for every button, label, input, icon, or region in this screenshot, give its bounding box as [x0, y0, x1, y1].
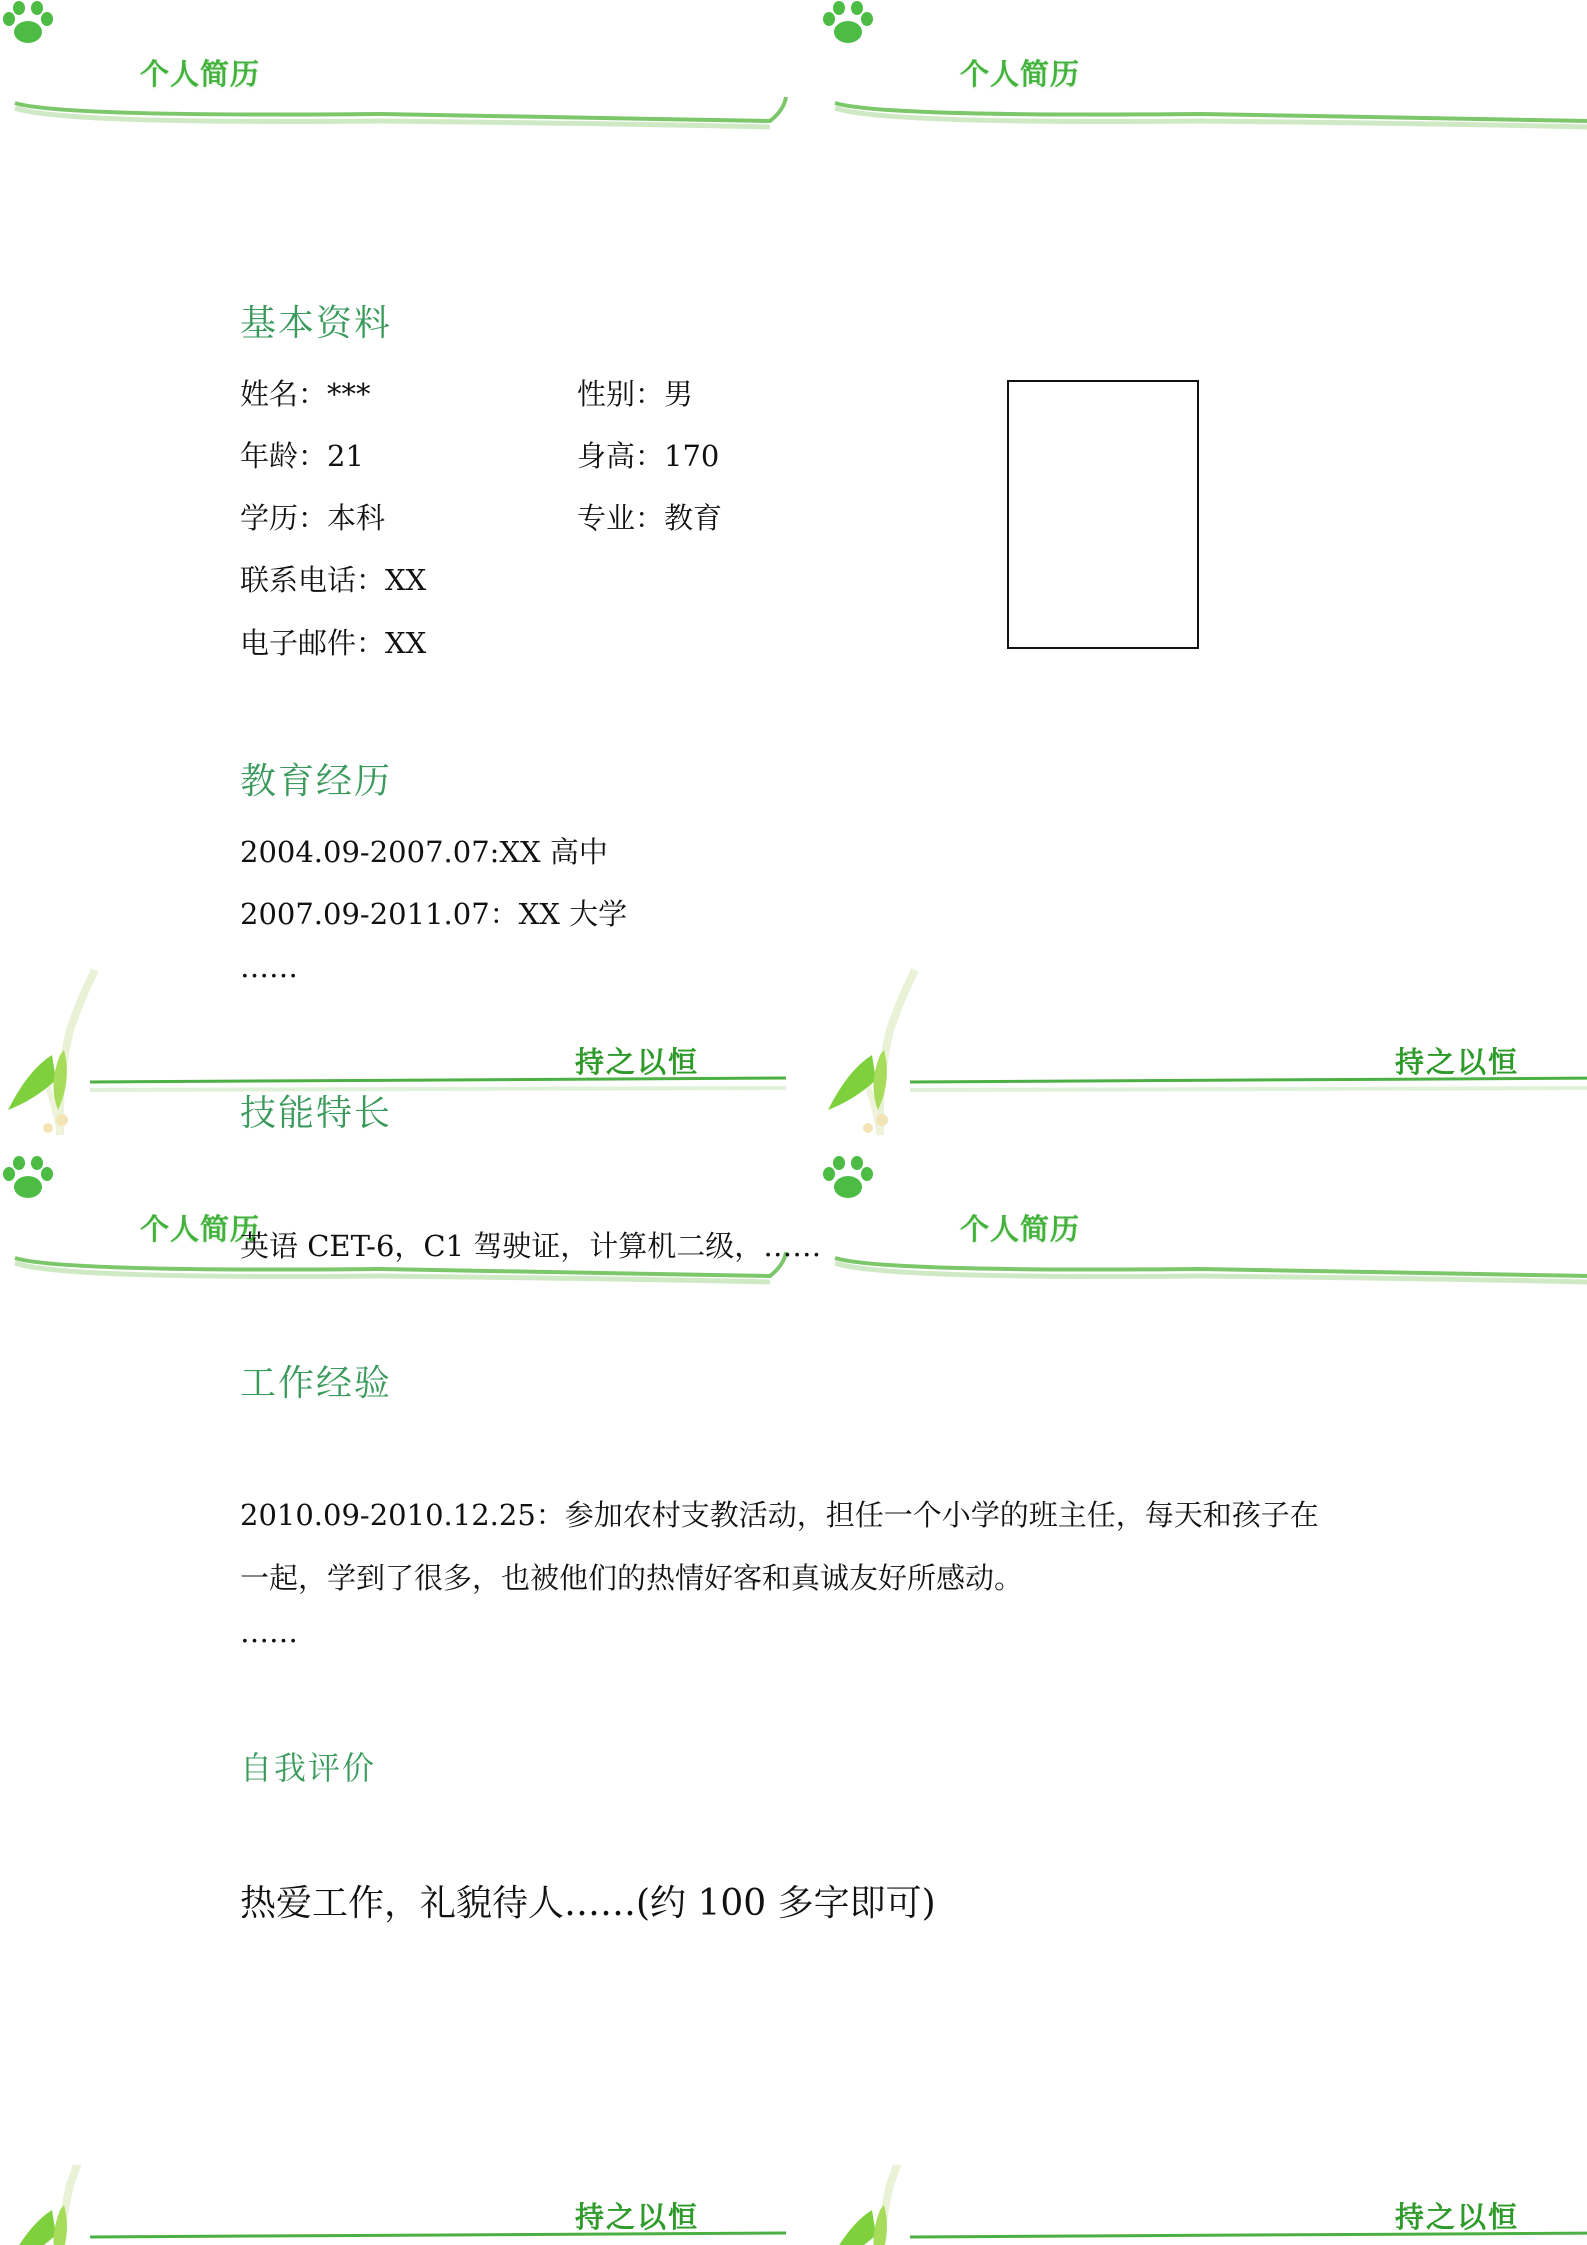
- header-title: 个人简历: [140, 1212, 261, 1246]
- header-bottom-left: [0, 1155, 790, 1285]
- footer-bottom-right: [820, 2165, 1587, 2245]
- header-top-left: [0, 0, 790, 130]
- field-gender: 性别：男: [577, 377, 694, 411]
- footer-motto: 持之以恒: [575, 2200, 700, 2234]
- education-item: 2007.09-2011.07：XX 大学: [240, 897, 628, 931]
- work-more: ……: [240, 1615, 298, 1649]
- header-curve: [820, 1155, 1587, 1285]
- field-degree: 学历：本科: [240, 501, 386, 535]
- section-title-self-eval: 自我评价: [240, 1749, 377, 1787]
- paw-icon: [0, 0, 56, 46]
- paw-icon: [0, 1155, 56, 1201]
- field-email: 电子邮件：XX: [240, 626, 427, 660]
- flower-icon: [0, 960, 110, 1140]
- photo-placeholder: [1007, 380, 1199, 649]
- field-name: 姓名：***: [240, 377, 371, 411]
- field-age: 年龄：21: [240, 439, 364, 473]
- field-major: 专业：教育: [577, 501, 723, 535]
- header-top-right: [820, 0, 1587, 130]
- section-title-work: 工作经验: [240, 1363, 393, 1404]
- education-more: ……: [240, 950, 298, 984]
- footer-motto: 持之以恒: [1395, 2200, 1520, 2234]
- footer-top-left: [0, 1010, 790, 1140]
- footer-bottom-left: [0, 2165, 790, 2245]
- skills-text: 英语 CET-6，C1 驾驶证，计算机二级，……: [240, 1229, 822, 1263]
- header-title: 个人简历: [140, 57, 261, 91]
- header-bottom-right: [820, 1155, 1587, 1285]
- section-title-skills: 技能特长: [240, 1093, 393, 1134]
- header-curve: [0, 1155, 790, 1285]
- work-line-1: 2010.09-2010.12.25：参加农村支教活动，担任一个小学的班主任，每天和孩子在: [240, 1498, 1319, 1532]
- footer-motto: 持之以恒: [1395, 1045, 1520, 1079]
- section-title-education: 教育经历: [240, 761, 393, 802]
- flower-icon: [0, 2165, 110, 2245]
- field-phone: 联系电话：XX: [240, 563, 427, 597]
- self-eval-text: 热爱工作，礼貌待人……(约 100 多字即可): [240, 1883, 936, 1924]
- field-height: 身高：170: [577, 439, 720, 473]
- header-curve: [820, 0, 1587, 130]
- footer-top-right: [820, 1010, 1587, 1140]
- paw-icon: [820, 0, 876, 46]
- flower-icon: [820, 960, 930, 1140]
- section-title-basic-info: 基本资料: [240, 303, 393, 344]
- footer-motto: 持之以恒: [575, 1045, 700, 1079]
- education-item: 2004.09-2007.07:XX 高中: [240, 835, 608, 869]
- paw-icon: [820, 1155, 876, 1201]
- header-title: 个人简历: [960, 57, 1081, 91]
- flower-icon: [820, 2165, 930, 2245]
- work-line-2: 一起，学到了很多，也被他们的热情好客和真诚友好所感动。: [240, 1561, 1024, 1595]
- header-curve: [0, 0, 790, 130]
- header-title: 个人简历: [960, 1212, 1081, 1246]
